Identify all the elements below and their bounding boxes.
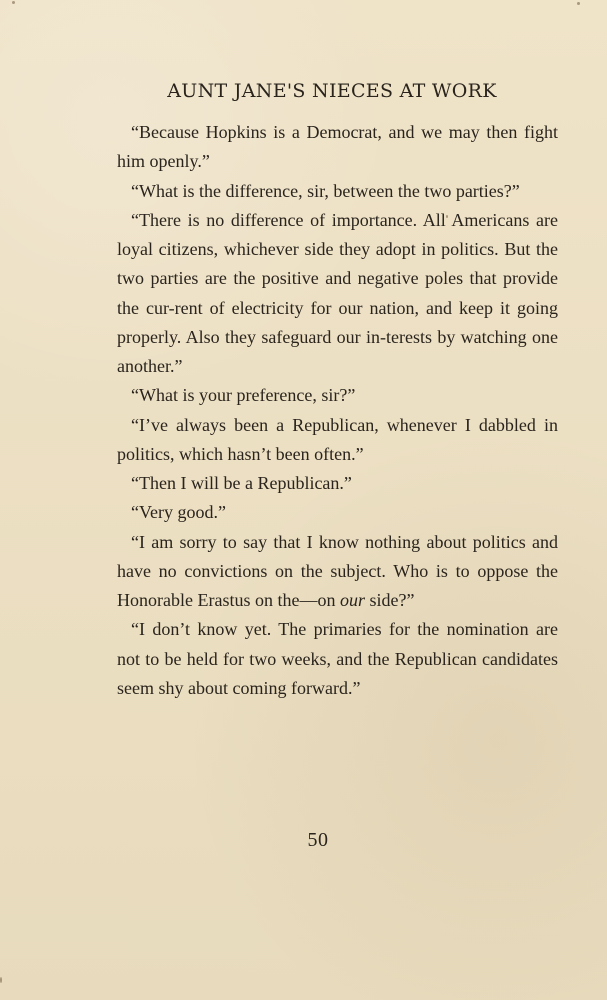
paragraph: “I don’t know yet. The primaries for the nomination are not to be held for two weeks, and the Republican candidates seem shy about coming forward.” (117, 619, 558, 698)
page-text (117, 118, 558, 703)
paragraph: “What is the difference, sir, between the two parties?” (131, 180, 520, 201)
running-head: AUNT JANE'S NIECES AT WORK (167, 80, 497, 102)
paragraph-part: “I am sorry to say that I know nothing about politics and have no convictions on the subject. Who is to oppose the Honorable Erastus on the—on (117, 531, 558, 610)
paragraph: “I’ve always been a Republican, whenever I dabbled in politics, which hasn’t been often.” (117, 414, 558, 464)
emphasis-text: our (339, 590, 365, 610)
paragraph (117, 528, 558, 616)
paragraph: “Very good.” (131, 502, 226, 523)
page-number: 50 (307, 829, 329, 851)
paragraph: “Then I will be a Republican.” (131, 473, 352, 493)
paragraph-part: side?” (364, 590, 415, 610)
paragraph: “Because Hopkins is a Democrat, and we may then fight him openly.” (117, 122, 558, 172)
page-speck (0, 977, 2, 983)
paragraph: “What is your preference, sir?” (131, 385, 356, 406)
page-speck (577, 2, 580, 5)
paragraph: “There is no difference of importance. All Americans are loyal citizens, whichever side they adopt in politics. But the two parties are the positive and negative poles that provide the cur-rent of electricity for our nation, and keep it going properly. Also they safeguard our in-terests by watching one another.” (117, 209, 558, 376)
page-speck (12, 1, 15, 4)
